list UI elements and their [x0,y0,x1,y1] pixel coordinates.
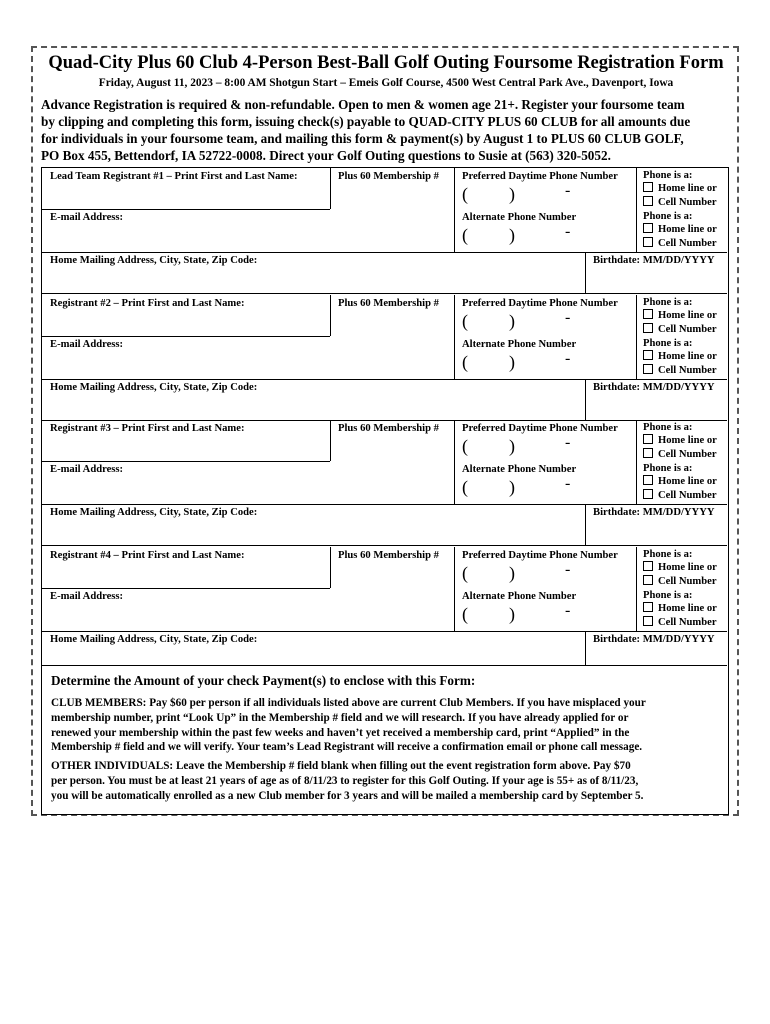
divider [454,420,455,504]
name-input[interactable] [46,184,326,208]
other-line: per person. You must be at least 21 years of age as of 8/11/23 to register for this Golf Outing. If your age is 55+ as of 8/11/23, [51,774,639,787]
phone-type-label: Phone is a: [643,338,693,349]
option-label: Home line or [658,183,717,195]
phone-punctuation: ) [509,311,515,331]
birthdate-label: Birthdate: MM/DD/YYYY [593,382,715,393]
membership-input[interactable] [334,563,450,587]
birthdate-input[interactable] [589,647,723,669]
divider [330,420,331,461]
phone-type-label: Phone is a: [643,170,693,181]
intro-line: for individuals in your foursome team, and mailing this form & payment(s) by August 1 to PLUS 60 CLUB GOLF, [41,131,684,146]
phone-punctuation: ) [509,477,515,497]
checkbox-icon[interactable] [643,602,653,612]
cell-option[interactable] [643,616,717,629]
name-input[interactable] [46,436,326,460]
phone-type-label: Phone is a: [643,422,693,433]
checkbox-icon[interactable] [643,237,653,247]
payment-heading: Determine the Amount of your check Payment(s) to enclose with this Form: [51,673,476,688]
phone-punctuation: - [565,602,571,619]
membership-input[interactable] [334,184,450,208]
option-label: Home line or [658,562,717,574]
option-label: Cell Number [658,575,717,587]
phone-punctuation: ( [462,436,468,456]
birthdate-label: Birthdate: MM/DD/YYYY [593,255,715,266]
email-label: E-mail Address: [50,212,124,223]
alternate-phone-input[interactable] [462,352,632,378]
phone-punctuation: - [565,350,571,367]
alternate-phone-label: Alternate Phone Number [462,339,577,350]
divider [42,631,727,632]
checkbox-icon[interactable] [643,182,653,192]
preferred-phone-input[interactable] [462,436,632,462]
option-label: Cell Number [658,448,717,460]
divider [330,168,331,209]
phone-punctuation: - [565,182,571,199]
option-label: Cell Number [658,196,717,208]
phone-punctuation: ) [509,352,515,372]
divider [454,168,455,252]
divider [42,588,330,589]
address-label: Home Mailing Address, City, State, Zip Code: [50,382,258,393]
preferred-phone-input[interactable] [462,563,632,589]
option-label: Cell Number [658,489,717,501]
club-line: renewed your membership within the past few weeks and haven’t yet received a membership card, print “Applied” in the [51,726,630,739]
phone-type [643,170,717,209]
divider [636,420,637,504]
phone-punctuation: ) [509,436,515,456]
phone-punctuation: ) [509,604,515,624]
phone-punctuation: - [565,309,571,326]
birthdate-input[interactable] [589,520,723,542]
alternate-phone-input[interactable] [462,225,632,251]
membership-label: Plus 60 Membership # [338,171,439,182]
email-label: E-mail Address: [50,464,124,475]
phone-punctuation: - [565,475,571,492]
divider [585,504,586,546]
cell-option[interactable] [643,323,717,336]
birthdate-label: Birthdate: MM/DD/YYYY [593,507,715,518]
alternate-phone-input[interactable] [462,477,632,503]
home-line-option[interactable] [643,350,717,363]
divider [330,547,331,588]
home-line-option[interactable] [643,602,717,615]
address-input[interactable] [46,520,581,542]
option-label: Home line or [658,435,717,447]
email-label: E-mail Address: [50,591,124,602]
phone-punctuation: - [565,223,571,240]
home-line-option[interactable] [643,434,717,447]
intro-line: by clipping and completing this form, issuing check(s) payable to QUAD-CITY PLUS 60 CLUB for all amounts due [41,114,691,129]
checkbox-icon[interactable] [643,223,653,233]
phone-punctuation: ( [462,184,468,204]
registrant-block [42,168,727,294]
preferred-phone-label: Preferred Daytime Phone Number [462,298,618,309]
address-label: Home Mailing Address, City, State, Zip Code: [50,507,258,518]
email-input[interactable] [46,477,450,501]
email-label: E-mail Address: [50,339,124,350]
phone-type [643,590,717,629]
name-label: Registrant #4 – Print First and Last Name: [50,550,245,561]
event-details: Friday, August 11, 2023 – 8:00 AM Shotgun Start – Emeis Golf Course, 4500 West Central Park Ave., Davenport, Iowa [98,77,674,89]
option-label: Cell Number [658,616,717,628]
phone-punctuation: ( [462,352,468,372]
option-label: Home line or [658,224,717,236]
registration-form [41,167,729,815]
phone-punctuation: ( [462,604,468,624]
checkbox-icon[interactable] [643,448,653,458]
club-members-text [51,696,646,755]
divider [585,631,586,665]
club-line: CLUB MEMBERS: Pay $60 per person if all individuals listed above are current Club Members. If you have misplaced your [51,697,646,709]
phone-punctuation: ( [462,311,468,331]
divider [42,461,330,462]
cell-option[interactable] [643,237,717,250]
phone-punctuation: ( [462,477,468,497]
divider [636,295,637,379]
cell-option[interactable] [643,364,717,377]
other-line: OTHER INDIVIDUALS: Leave the Membership # field blank when filling out the event registration form above. Pay $70 [51,760,631,772]
preferred-phone-label: Preferred Daytime Phone Number [462,171,618,182]
preferred-phone-input[interactable] [462,311,632,337]
name-label: Registrant #2 – Print First and Last Name: [50,298,245,309]
phone-type [643,549,717,588]
alternate-phone-input[interactable] [462,604,632,630]
form-title: Quad-City Plus 60 Club 4-Person Best-Ball Golf Outing Foursome Registration Form [48,53,724,73]
home-line-option[interactable] [643,475,717,488]
checkbox-icon[interactable] [643,561,653,571]
phone-punctuation: ) [509,225,515,245]
home-line-option[interactable] [643,182,717,195]
checkbox-icon[interactable] [643,575,653,585]
address-label: Home Mailing Address, City, State, Zip Code: [50,255,258,266]
option-label: Home line or [658,476,717,488]
divider [42,336,330,337]
option-label: Cell Number [658,237,717,249]
birthdate-input[interactable] [589,268,723,290]
phone-punctuation: - [565,561,571,578]
phone-type-label: Phone is a: [643,297,693,308]
divider [454,295,455,379]
divider [42,504,727,505]
membership-label: Plus 60 Membership # [338,423,439,434]
intro-line: PO Box 455, Bettendorf, IA 52722-0008. Direct your Golf Outing questions to Susie at (563) 320-5052. [41,148,611,163]
preferred-phone-label: Preferred Daytime Phone Number [462,423,618,434]
email-input[interactable] [46,604,450,628]
phone-punctuation: ) [509,184,515,204]
cell-option[interactable] [643,489,717,502]
divider [585,379,586,421]
divider [636,168,637,252]
registrant-block [42,420,727,546]
divider [330,295,331,336]
name-label: Lead Team Registrant #1 – Print First and Last Name: [50,171,298,182]
other-individuals-text [51,759,643,803]
membership-label: Plus 60 Membership # [338,298,439,309]
membership-label: Plus 60 Membership # [338,550,439,561]
intro-text [41,96,733,164]
address-input[interactable] [46,647,581,669]
checkbox-icon[interactable] [643,196,653,206]
phone-type [643,463,717,502]
checkbox-icon[interactable] [643,309,653,319]
registrant-block [42,547,727,665]
checkbox-icon[interactable] [643,434,653,444]
alternate-phone-label: Alternate Phone Number [462,464,577,475]
address-label: Home Mailing Address, City, State, Zip Code: [50,634,258,645]
phone-type-label: Phone is a: [643,463,693,474]
intro-line: Advance Registration is required & non-refundable. Open to men & women age 21+. Register your foursome team [41,97,685,112]
name-input[interactable] [46,563,326,587]
membership-input[interactable] [334,436,450,460]
email-input[interactable] [46,352,450,376]
registrant-block [42,295,727,421]
phone-type [643,297,717,336]
option-label: Home line or [658,310,717,322]
option-label: Home line or [658,603,717,615]
checkbox-icon[interactable] [643,616,653,626]
phone-type-label: Phone is a: [643,211,693,222]
phone-punctuation: ( [462,563,468,583]
other-line: you will be automatically enrolled as a new Club member for 3 years and will be mailed a membership card by September 5. [51,789,644,802]
name-label: Registrant #3 – Print First and Last Name: [50,423,245,434]
email-input[interactable] [46,225,450,249]
checkbox-icon[interactable] [643,475,653,485]
checkbox-icon[interactable] [643,364,653,374]
divider [454,547,455,631]
address-input[interactable] [46,395,581,417]
phone-type-label: Phone is a: [643,549,693,560]
cell-option[interactable] [643,196,717,209]
phone-punctuation: ( [462,225,468,245]
address-input[interactable] [46,268,581,290]
preferred-phone-label: Preferred Daytime Phone Number [462,550,618,561]
cell-option[interactable] [643,575,717,588]
checkbox-icon[interactable] [643,323,653,333]
home-line-option[interactable] [643,223,717,236]
cell-option[interactable] [643,448,717,461]
home-line-option[interactable] [643,309,717,322]
phone-punctuation: ) [509,563,515,583]
option-label: Cell Number [658,323,717,335]
divider [42,379,727,380]
checkbox-icon[interactable] [643,350,653,360]
club-line: membership number, print “Look Up” in the Membership # field and we will research. If you have already applied for or [51,711,629,724]
phone-type-label: Phone is a: [643,590,693,601]
phone-type [643,338,717,377]
phone-punctuation: - [565,434,571,451]
name-input[interactable] [46,311,326,335]
divider [42,209,330,210]
checkbox-icon[interactable] [643,489,653,499]
divider [636,547,637,631]
home-line-option[interactable] [643,561,717,574]
birthdate-input[interactable] [589,395,723,417]
club-line: Membership # field and we will verify. Your team’s Lead Registrant will receive a confirmation email or phone call message. [51,741,643,754]
alternate-phone-label: Alternate Phone Number [462,212,577,223]
alternate-phone-label: Alternate Phone Number [462,591,577,602]
preferred-phone-input[interactable] [462,184,632,210]
phone-type [643,422,717,461]
birthdate-label: Birthdate: MM/DD/YYYY [593,634,715,645]
membership-input[interactable] [334,311,450,335]
divider [585,252,586,294]
option-label: Cell Number [658,364,717,376]
divider [42,252,727,253]
phone-type [643,211,717,250]
option-label: Home line or [658,351,717,363]
